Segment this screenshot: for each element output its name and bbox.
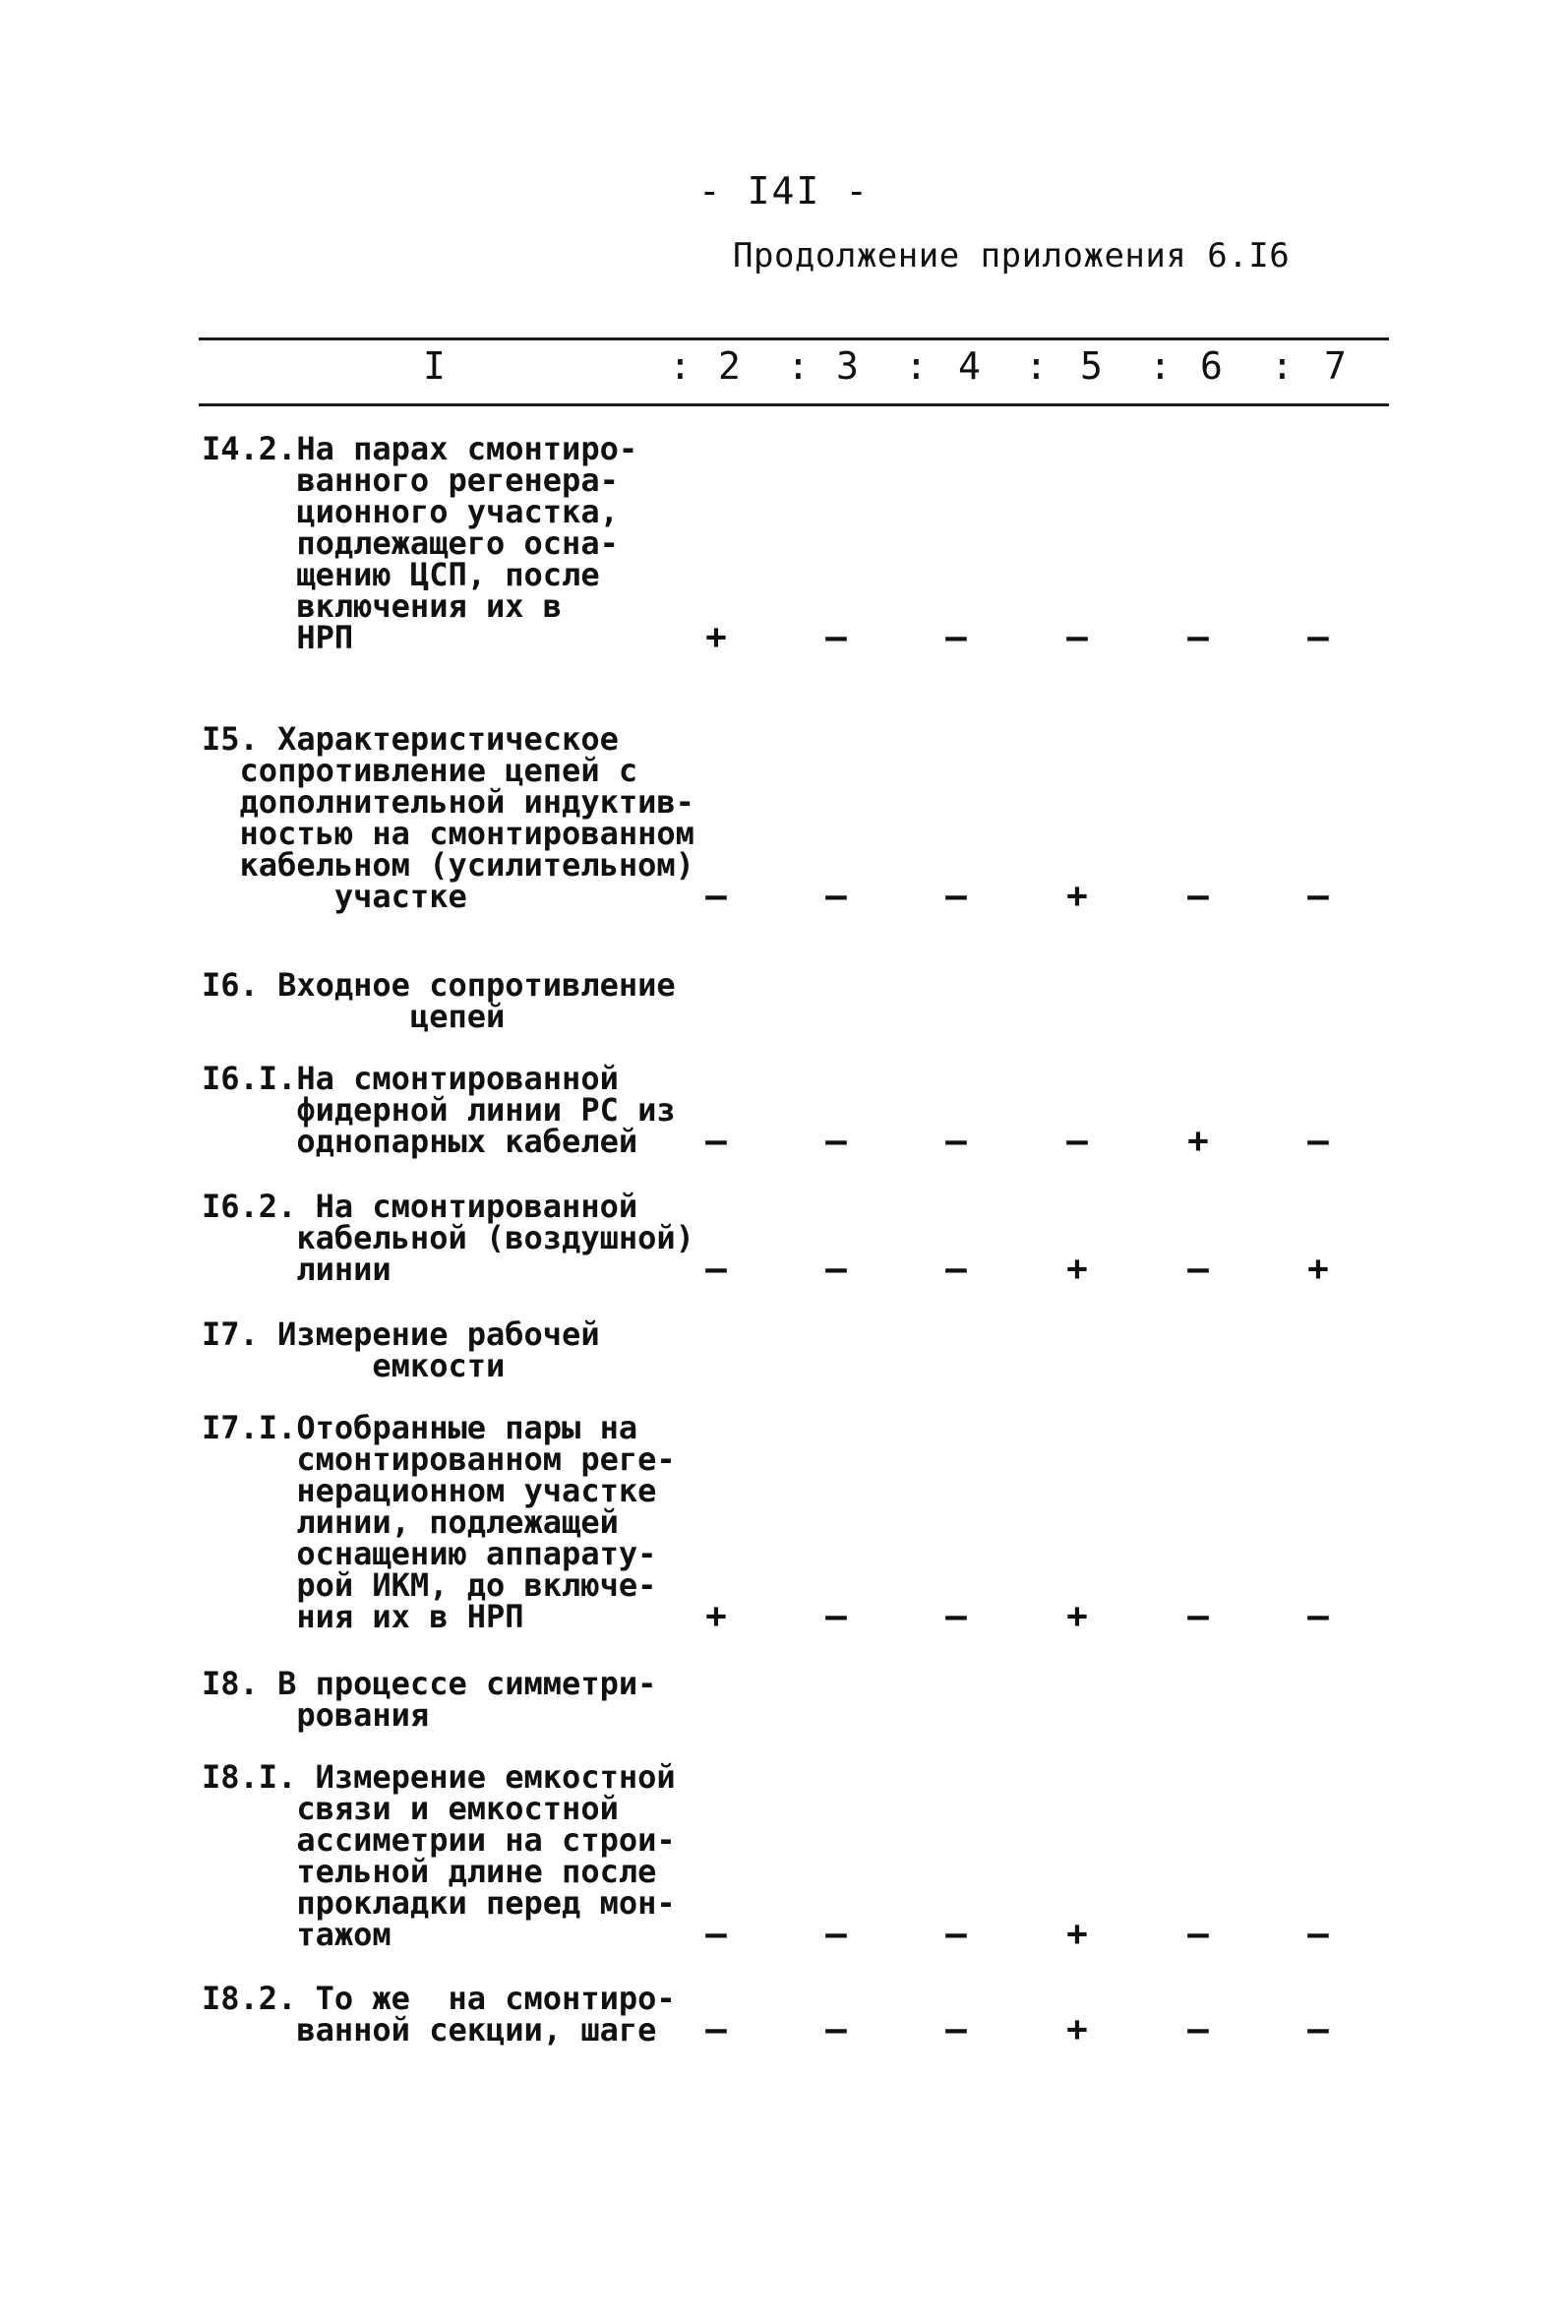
dash-mark: – (945, 1249, 967, 1289)
continuation-caption: Продолжение приложения 6.I6 (733, 236, 1291, 275)
dash-mark: – (945, 1914, 967, 1954)
row-label: I5. Характеристическое сопротивление цепей с дополнительной индуктив- ностью на смонтированном кабельном (усилительном) участке (202, 720, 694, 915)
row-label: I6.I.На смонтированной фидерной линии РС из однопарных кабелей (202, 1060, 676, 1160)
dash-mark: – (825, 1596, 847, 1636)
table-top-rule (199, 337, 1389, 340)
header-separator: : (1025, 344, 1048, 388)
plus-mark: + (1187, 1121, 1209, 1161)
dash-mark: – (1307, 617, 1329, 657)
dash-mark: – (945, 1121, 967, 1161)
plus-mark: + (705, 617, 727, 657)
header-separator: : (1271, 344, 1294, 388)
dash-mark: – (825, 876, 847, 916)
header-col-7: 7 (1324, 344, 1347, 388)
row-label: I8.I. Измерение емкостной связи и емкостной ассиметрии на строи- тельной длине после прокладки перед мон- тажом (202, 1758, 676, 1953)
dash-mark: – (1307, 876, 1329, 916)
header-col-2: 2 (718, 344, 741, 388)
dash-mark: – (945, 2009, 967, 2049)
dash-mark: – (1307, 1121, 1329, 1161)
dash-mark: – (705, 876, 727, 916)
dash-mark: – (705, 2009, 727, 2049)
header-col-5: 5 (1080, 344, 1103, 388)
header-col-6: 6 (1200, 344, 1223, 388)
plus-mark: + (1066, 2009, 1088, 2049)
dash-mark: – (1066, 617, 1088, 657)
dash-mark: – (1307, 1596, 1329, 1636)
header-col-1: I (423, 344, 446, 388)
header-separator: : (905, 344, 928, 388)
plus-mark: + (1066, 1249, 1088, 1289)
dash-mark: – (705, 1121, 727, 1161)
dash-mark: – (1307, 1914, 1329, 1954)
row-label: I6. Входное сопротивление цепей (202, 966, 676, 1035)
header-col-3: 3 (836, 344, 859, 388)
header-separator: : (787, 344, 810, 388)
dash-mark: – (825, 1914, 847, 1954)
row-label: I7. Измерение рабочей емкости (202, 1315, 600, 1384)
dash-mark: – (945, 617, 967, 657)
dash-mark: – (825, 1249, 847, 1289)
row-label: I7.I.Отобранные пары на смонтированном реге- нерационном участке линии, подлежащей оснащению аппарату- рой ИКМ, до включе- ния их в НРП (202, 1409, 676, 1635)
dash-mark: – (1187, 1914, 1209, 1954)
page-number: - I4I - (697, 169, 871, 213)
dash-mark: – (1307, 2009, 1329, 2049)
row-label: I8. В процессе симметри- рования (202, 1665, 657, 1734)
plus-mark: + (1066, 1914, 1088, 1954)
header-separator: : (669, 344, 692, 388)
dash-mark: – (945, 1596, 967, 1636)
table-header (199, 344, 1389, 399)
dash-mark: – (1066, 1121, 1088, 1161)
dash-mark: – (1187, 1249, 1209, 1289)
table-header-rule (199, 403, 1389, 406)
plus-mark: + (1066, 1596, 1088, 1636)
plus-mark: + (1307, 1249, 1329, 1289)
row-label: I6.2. На смонтированной кабельной (воздушной) линии (202, 1188, 694, 1288)
row-label: I4.2.На парах смонтиро- ванного регенера- ционного участка, подлежащего осна- щению ЦСП, после включения их в НРП (202, 430, 638, 656)
dash-mark: – (1187, 1596, 1209, 1636)
dash-mark: – (1187, 617, 1209, 657)
plus-mark: + (1066, 876, 1088, 916)
plus-mark: + (705, 1596, 727, 1636)
dash-mark: – (945, 876, 967, 916)
dash-mark: – (825, 617, 847, 657)
dash-mark: – (1187, 2009, 1209, 2049)
dash-mark: – (825, 1121, 847, 1161)
dash-mark: – (825, 2009, 847, 2049)
dash-mark: – (705, 1249, 727, 1289)
dash-mark: – (705, 1914, 727, 1954)
header-separator: : (1149, 344, 1172, 388)
header-col-4: 4 (958, 344, 981, 388)
row-label: I8.2. То же на смонтиро- ванной секции, шаге (202, 1980, 676, 2049)
dash-mark: – (1187, 876, 1209, 916)
